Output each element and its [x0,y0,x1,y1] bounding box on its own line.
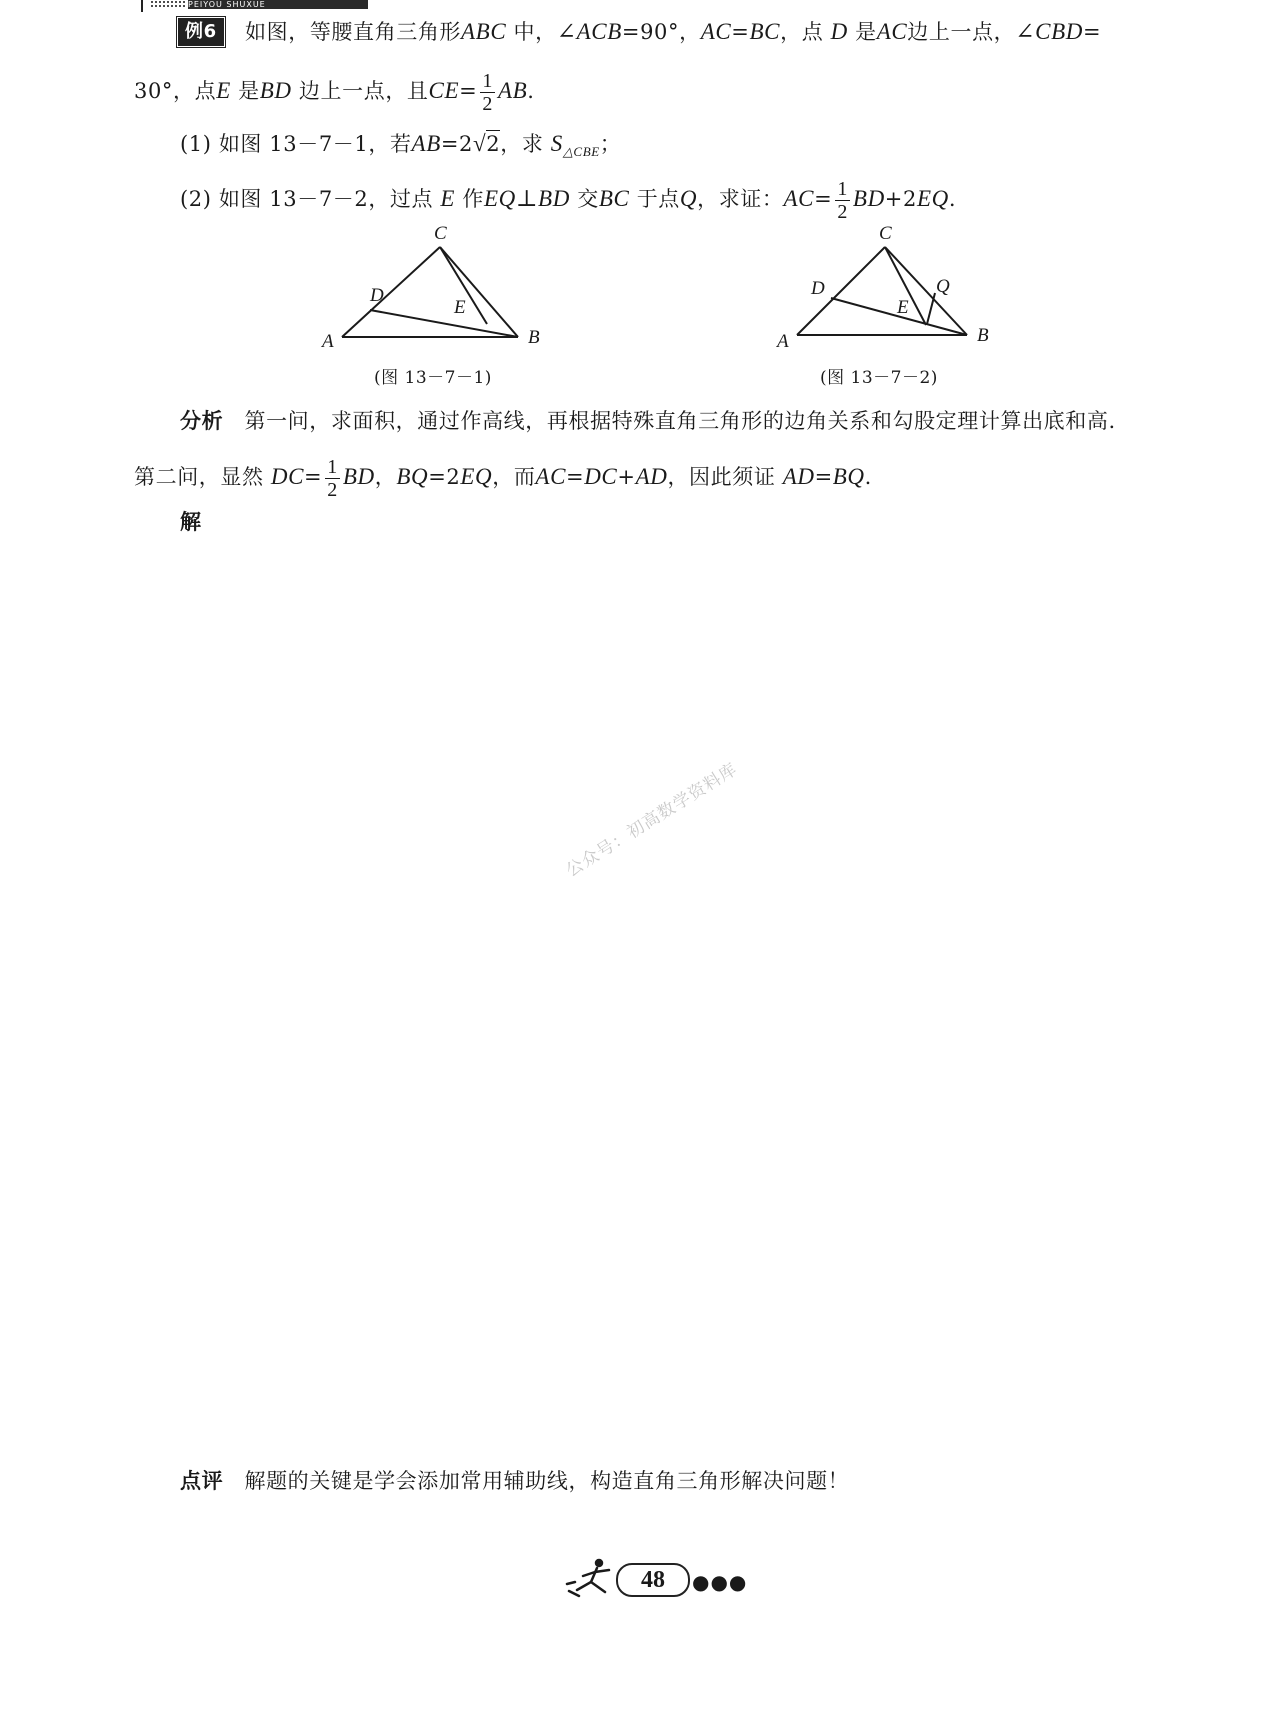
fraction-one-half: $\frac{1}{2}$ [482,70,493,115]
header-dot-pattern [150,0,186,9]
comment: 点评 解题的关键是学会添加常用辅助线，构造直角三角形解决问题！ [180,1469,850,1493]
label-e: E [897,297,909,318]
figure-2-caption: (图 13－7－2) [820,368,938,388]
analysis-title: 分析 [180,409,224,433]
solution-title: 解 [180,510,202,534]
label-b: B [977,325,989,346]
page-number-dots: ●●● [692,1570,748,1594]
label-d: D [370,285,384,306]
figure-1-caption: (图 13－7－1) [374,368,492,388]
segment-ac [342,247,440,337]
fraction-one-half: $\frac{1}{2}$ [837,178,848,223]
figure-13-7-1 [322,223,570,355]
label-q: Q [936,276,950,297]
segment-cb [440,247,518,337]
label-c: C [434,223,447,244]
analysis-line-1: 分析 第一问，求面积，通过作高线，再根据特殊直角三角形的边角关系和勾股定理计算出底和高. [180,409,1116,433]
label-d: D [811,278,825,299]
running-head: PEIYOU SHUXUE [188,0,368,9]
figure-13-7-2 [777,223,1005,355]
label-e: E [454,297,466,318]
comment-title: 点评 [180,1469,224,1493]
fraction-one-half: $\frac{1}{2}$ [327,456,338,501]
analysis-line-2: 第二问，显然 DC= $\frac{1}{2}$ BD，BQ=2EQ，而AC=DC+AD，因此须证 AD=BQ. [134,456,872,501]
page-number: 48 [616,1563,690,1597]
segment-db [370,310,518,337]
example-line-1: 例6 如图，等腰直角三角形ABC 中，∠ACB=90°，AC=BC，点 D 是AC边上一点，∠CBD= [178,18,1101,46]
watermark: 公众号：初高数学资料库 [562,759,742,882]
example-line-2: 30°，点E 是BD 边上一点，且CE= $\frac{1}{2}$ AB. [134,70,535,115]
question-1: (1) 如图 13－7－1，若AB=2√2，求 $S_{\triangle CBE}$； [180,131,622,159]
question-2: (2) 如图 13－7－2，过点 E 作EQ⊥BD 交BC 于点Q，求证：AC= $\frac{1}{2}$ BD+2EQ. [180,178,957,223]
label-b: B [528,327,540,348]
segment-cb [885,247,967,335]
example-badge: 例6 [178,18,224,46]
runner-icon [565,1558,617,1598]
header-tick [141,0,143,12]
label-c: C [879,223,892,244]
label-a: A [322,331,334,352]
label-a: A [777,331,789,352]
